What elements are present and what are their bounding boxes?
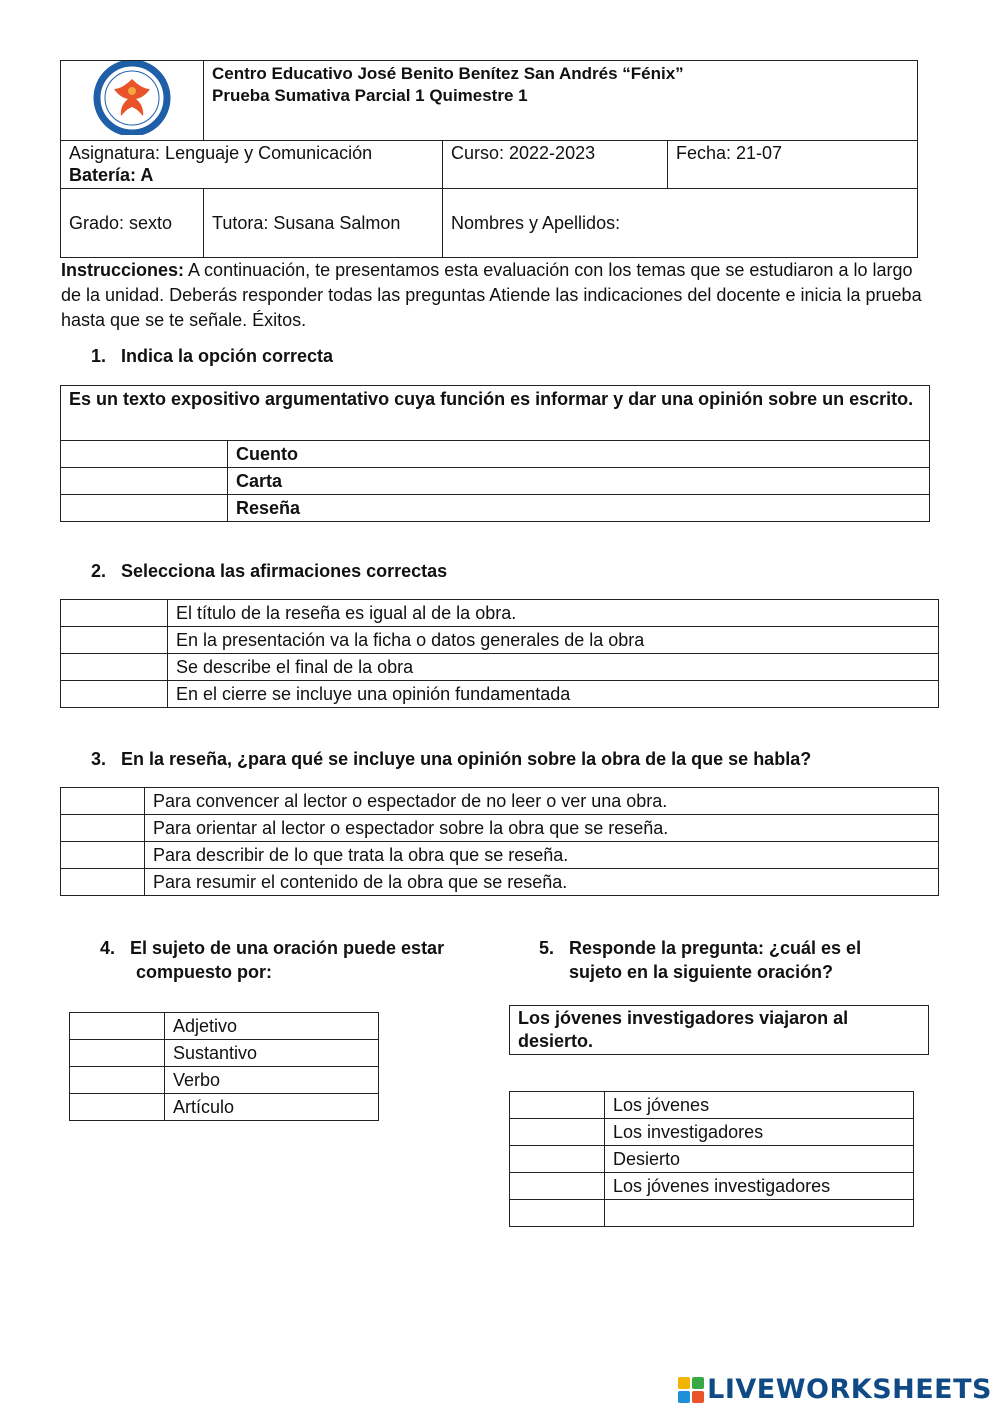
q2-title: [91, 561, 447, 582]
q5-title-line2: sujeto en la siguiente oración?: [569, 962, 834, 982]
q3-option: Para describir de lo que trata la obra que se reseña.: [145, 842, 939, 869]
q2-title-text: Selecciona las afirmaciones correctas: [121, 561, 448, 581]
instructions-text: A continuación, te presentamos esta evaluación con los temas que se estudiaron a lo largo de la unidad. Deberás responder todas las preguntas Atiende las indicaciones del docente e inicia la prueba hasta que se te señale. Éxitos.: [61, 260, 922, 330]
q5-sentence-table: [509, 1005, 929, 1055]
q3-table: [60, 787, 939, 896]
phoenix-logo-icon: [90, 61, 174, 135]
table-row: [61, 815, 939, 842]
q2-answer-box[interactable]: [61, 681, 168, 708]
q5-table: [509, 1091, 914, 1227]
table-row: [61, 495, 930, 522]
q4-option: Artículo: [165, 1094, 379, 1121]
q5-answer-box[interactable]: [510, 1200, 605, 1227]
q5-option: Desierto: [605, 1146, 914, 1173]
table-row: [510, 1173, 914, 1200]
table-row: [61, 681, 939, 708]
q3-answer-box[interactable]: [61, 788, 145, 815]
table-row: [510, 1146, 914, 1173]
q4-option: Adjetivo: [165, 1013, 379, 1040]
q4-title: [100, 936, 444, 984]
q5-option: [605, 1200, 914, 1227]
school-logo: [61, 61, 204, 141]
q1-answer-box[interactable]: [61, 441, 228, 468]
q1-answer-box[interactable]: [61, 495, 228, 522]
table-row: [61, 627, 939, 654]
school-name: Centro Educativo José Benito Benítez San Andrés “Fénix”: [212, 64, 684, 83]
q2-answer-box[interactable]: [61, 627, 168, 654]
course-cell: Curso: 2022-2023: [443, 141, 668, 189]
table-row: [61, 654, 939, 681]
table-row: [70, 1067, 379, 1094]
q3-title-text: En la reseña, ¿para qué se incluye una opinión sobre la obra de la que se habla?: [121, 749, 812, 769]
q4-answer-box[interactable]: [70, 1013, 165, 1040]
header-table: [60, 60, 918, 258]
q5-number: 5.: [539, 938, 555, 958]
q4-number: 4.: [100, 938, 116, 958]
liveworksheets-icon: [678, 1377, 704, 1403]
table-row: [61, 468, 930, 495]
table-row: [70, 1094, 379, 1121]
q1-answer-box[interactable]: [61, 468, 228, 495]
q1-option: Reseña: [228, 495, 930, 522]
q3-answer-box[interactable]: [61, 815, 145, 842]
grade-cell: Grado: sexto: [61, 189, 204, 258]
q2-number: 2.: [91, 561, 107, 581]
q4-option: Verbo: [165, 1067, 379, 1094]
tutor-cell: Tutora: Susana Salmon: [204, 189, 443, 258]
q4-answer-box[interactable]: [70, 1040, 165, 1067]
table-row: [61, 788, 939, 815]
q4-title-line1: El sujeto de una oración puede estar: [130, 938, 445, 958]
table-row: [510, 1200, 914, 1227]
table-row: [61, 842, 939, 869]
q1-table: [60, 385, 930, 522]
q1-title-text: Indica la opción correcta: [121, 346, 334, 366]
q5-answer-box[interactable]: [510, 1092, 605, 1119]
q5-answer-box[interactable]: [510, 1119, 605, 1146]
student-name-field[interactable]: Nombres y Apellidos:: [443, 189, 918, 258]
q5-answer-box[interactable]: [510, 1146, 605, 1173]
q2-option: Se describe el final de la obra: [168, 654, 939, 681]
date-cell: Fecha: 21-07: [668, 141, 918, 189]
q1-title: [91, 346, 333, 367]
table-row: [70, 1013, 379, 1040]
table-row: [61, 441, 930, 468]
table-row: [61, 600, 939, 627]
instructions-label: Instrucciones:: [61, 260, 185, 280]
q2-answer-box[interactable]: [61, 654, 168, 681]
q3-answer-box[interactable]: [61, 842, 145, 869]
q3-answer-box[interactable]: [61, 869, 145, 896]
q1-option: Carta: [228, 468, 930, 495]
q4-title-line2: compuesto por:: [136, 962, 273, 982]
q3-option: Para resumir el contenido de la obra que se reseña.: [145, 869, 939, 896]
liveworksheets-logo[interactable]: [678, 1374, 992, 1405]
q1-option: Cuento: [228, 441, 930, 468]
q5-option: Los jóvenes: [605, 1092, 914, 1119]
q2-answer-box[interactable]: [61, 600, 168, 627]
q4-answer-box[interactable]: [70, 1094, 165, 1121]
q3-number: 3.: [91, 749, 107, 769]
q4-table: [69, 1012, 379, 1121]
q5-sentence: Los jóvenes investigadores viajaron al desierto.: [510, 1006, 929, 1055]
subject-cell: [61, 141, 443, 189]
q2-option: En la presentación va la ficha o datos generales de la obra: [168, 627, 939, 654]
table-row: [510, 1092, 914, 1119]
q2-option: El título de la reseña es igual al de la obra.: [168, 600, 939, 627]
header-title-cell: [204, 61, 918, 141]
subject-label: Asignatura: Lenguaje y Comunicación: [69, 143, 373, 163]
q3-option: Para convencer al lector o espectador de no leer o ver una obra.: [145, 788, 939, 815]
q2-table: [60, 599, 939, 708]
q4-answer-box[interactable]: [70, 1067, 165, 1094]
q5-title: [539, 936, 861, 984]
q1-number: 1.: [91, 346, 107, 366]
exam-title: Prueba Sumativa Parcial 1 Quimestre 1: [212, 86, 528, 105]
q3-title: [91, 749, 811, 770]
table-row: [70, 1040, 379, 1067]
q5-option: Los investigadores: [605, 1119, 914, 1146]
q5-answer-box[interactable]: [510, 1173, 605, 1200]
table-row: [510, 1119, 914, 1146]
q3-option: Para orientar al lector o espectador sobre la obra que se reseña.: [145, 815, 939, 842]
q5-title-line1: Responde la pregunta: ¿cuál es el: [569, 938, 862, 958]
q2-option: En el cierre se incluye una opinión fundamentada: [168, 681, 939, 708]
q5-option: Los jóvenes investigadores: [605, 1173, 914, 1200]
table-row: [61, 869, 939, 896]
q1-stem: Es un texto expositivo argumentativo cuya función es informar y dar una opinión sobre un escrito.: [61, 386, 930, 441]
liveworksheets-brand: LIVEWORKSHEETS: [707, 1374, 992, 1405]
q4-option: Sustantivo: [165, 1040, 379, 1067]
instructions: [61, 258, 931, 333]
battery-label: Batería: A: [69, 165, 154, 185]
